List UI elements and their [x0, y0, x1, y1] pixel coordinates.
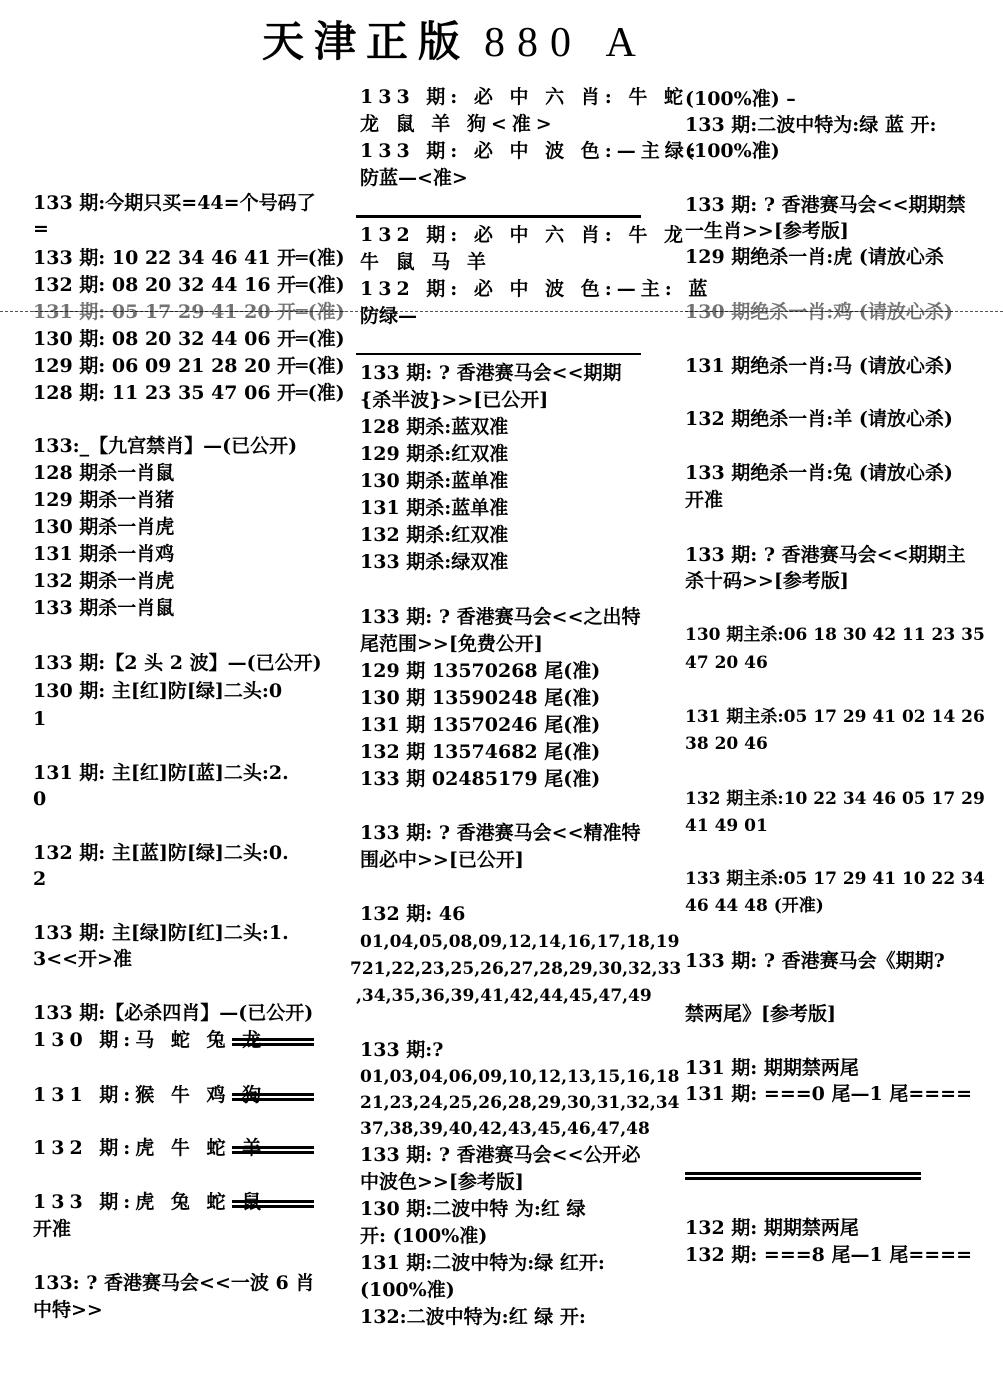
text-line: 132 期主杀:10 22 34 46 05 17 29 — [685, 789, 985, 809]
number-list: 21,23,24,25,26,28,29,30,31,32,34 — [360, 1093, 680, 1113]
text-line: 132 期: 必 中 六 肖: 牛 龙 — [360, 224, 688, 246]
text-line: 128 期: 11 23 35 47 06 开═(准) — [33, 382, 345, 404]
text-line: 中波色>>[参考版] — [360, 1171, 524, 1193]
text-line: 禁两尾》[参考版] — [685, 1003, 836, 1025]
section-heading: 133 期: ? 香港赛马会<<期期 — [360, 362, 622, 384]
text-line: 129 期杀:红双准 — [360, 443, 509, 465]
text-line: 133 期: 主[绿]防[红]二头:1. — [33, 922, 289, 944]
text-line: 中特>> — [33, 1299, 103, 1321]
text-line: 开准 — [685, 489, 724, 511]
section-heading: 133: ? 香港赛马会<<一波 6 肖 — [33, 1272, 315, 1294]
text-line: (100%准) — [360, 1279, 455, 1301]
title-code: 880 A — [484, 20, 648, 66]
divider — [356, 353, 641, 355]
text-line: 131 期绝杀一肖:马 (请放心杀) — [685, 355, 953, 377]
text-line: 围必中>>[已公开] — [360, 849, 524, 871]
text-line: 132 期: 46 — [360, 903, 466, 925]
text-line: 133 期:虎 兔 蛇 鼠 — [33, 1191, 267, 1213]
text-line: 132 期: 主[蓝]防[绿]二头:0. — [33, 842, 289, 864]
page-title — [262, 14, 702, 70]
title-chinese: 天津正版 — [262, 17, 471, 66]
text-line: 131 期: 主[红]防[蓝]二头:2. — [33, 762, 289, 784]
text-line: 3<<开>准 — [33, 948, 132, 970]
text-line: 133 期杀:绿双准 — [360, 551, 509, 573]
text-line: 130 期绝杀一肖:鸡 (请放心杀) — [685, 301, 953, 323]
number-list: 37,38,39,40,42,43,45,46,47,48 — [360, 1119, 650, 1139]
text-line: 130 期杀一肖虎 — [33, 516, 175, 538]
text-line: (100%准) – — [685, 88, 796, 110]
text-line: 131 期: ===0 尾—1 尾==== — [685, 1083, 973, 1105]
text-line: 129 期: 06 09 21 28 20 开═(准) — [33, 355, 345, 377]
double-rule — [232, 1093, 314, 1101]
section-heading: 133:_【九宫禁肖】—(已公开) — [33, 435, 298, 457]
text-line: 131 期杀一肖鸡 — [33, 543, 175, 565]
text-line: 129 期杀一肖猪 — [33, 489, 175, 511]
section-heading: 133 期:【必杀四肖】—(已公开) — [33, 1002, 314, 1024]
text-line: 131 期:猴 牛 鸡 狗 — [33, 1084, 267, 1106]
double-rule — [685, 1172, 921, 1180]
text-line: 牛 鼠 马 羊 — [360, 251, 491, 273]
section-heading: 133 期: ? 香港赛马会《期期? — [685, 950, 945, 972]
text-line: 128 期杀一肖鼠 — [33, 462, 175, 484]
text-line: 防蓝—<准> — [360, 167, 468, 189]
text-line: 尾范围>>[免费公开] — [360, 633, 543, 655]
text-line: 47 20 46 — [685, 653, 768, 673]
text-line: 1 — [33, 708, 47, 730]
text-line: 133 期:二波中特为:绿 蓝 开: — [685, 114, 937, 136]
text-line: 133 期:? — [360, 1039, 444, 1061]
text-line: 131 期:二波中特为:绿 红开: — [360, 1252, 605, 1274]
number-list: ,34,35,36,39,41,42,44,45,47,49 — [356, 986, 652, 1006]
text-line: 133 期:今期只买=44=个号码了 — [33, 192, 316, 214]
number-list: 01,03,04,06,09,10,12,13,15,16,18 — [360, 1067, 680, 1087]
text-line: 38 20 46 — [685, 734, 768, 754]
text-line: 131 期杀:蓝单准 — [360, 497, 509, 519]
text-line: 132 期杀一肖虎 — [33, 570, 175, 592]
section-heading: 133 期: ? 香港赛马会<<之出特 — [360, 606, 641, 628]
text-line: = — [33, 218, 49, 240]
text-line: 开: (100%准) — [360, 1225, 488, 1247]
number-list: 01,04,05,08,09,12,14,16,17,18,19 — [360, 932, 680, 952]
section-heading: 133 期: ? 香港赛马会<<精准特 — [360, 822, 641, 844]
text-line: 132 期:虎 牛 蛇 羊 — [33, 1137, 267, 1159]
double-rule — [232, 1200, 314, 1208]
text-line: 133 期主杀:05 17 29 41 10 22 34 — [685, 869, 985, 889]
text-line: 130 期主杀:06 18 30 42 11 23 35 — [685, 625, 985, 645]
text-line: 132 期 13574682 尾(准) — [360, 741, 601, 763]
text-line: 133 期杀一肖鼠 — [33, 597, 175, 619]
section-heading: 133 期: ? 香港赛马会<<期期禁 — [685, 194, 966, 216]
divider — [356, 215, 641, 218]
double-rule — [232, 1146, 314, 1154]
text-line: 130 期:二波中特 为:红 绿 — [360, 1198, 586, 1220]
text-line: 0 — [33, 788, 47, 810]
section-heading: 133 期: ? 香港赛马会<<期期主 — [685, 544, 966, 566]
text-line: 132 期: 08 20 32 44 16 开═(准) — [33, 274, 345, 296]
number-list: 721,22,23,25,26,27,28,29,30,32,33 — [350, 959, 682, 979]
text-line: 130 期: 主[红]防[绿]二头:0 — [33, 680, 283, 702]
text-line: 132 期杀:红双准 — [360, 524, 509, 546]
text-line: 131 期: 期期禁两尾 — [685, 1057, 859, 1079]
text-line: 132 期: 期期禁两尾 — [685, 1217, 859, 1239]
text-line: 132:二波中特为:红 绿 开: — [360, 1306, 586, 1328]
text-line: 133 期绝杀一肖:兔 (请放心杀) — [685, 462, 953, 484]
text-line: 131 期主杀:05 17 29 41 02 14 26 — [685, 707, 985, 727]
text-line: 46 44 48 (开准) — [685, 896, 824, 916]
text-line: 132 期绝杀一肖:羊 (请放心杀) — [685, 408, 953, 430]
text-line: 133 期: 必 中 波 色:—主绿: — [360, 140, 701, 162]
section-heading: 133 期: ? 香港赛马会<<公开必 — [360, 1144, 641, 1166]
text-line: 133 期: 10 22 34 46 41 开═(准) — [33, 247, 345, 269]
text-line: 130 期杀:蓝单准 — [360, 470, 509, 492]
text-line: 131 期: 05 17 29 41 20 开═(准) — [33, 301, 345, 323]
text-line: 128 期杀:蓝双准 — [360, 416, 509, 438]
text-line: 129 期绝杀一肖:虎 (请放心杀 — [685, 246, 944, 268]
text-line: (100%准) — [685, 140, 780, 162]
text-line: 130 期:马 蛇 兔 龙 — [33, 1029, 267, 1051]
text-line: 41 49 01 — [685, 816, 768, 836]
text-line: 133 期: 必 中 六 肖: 牛 蛇 — [360, 86, 688, 108]
text-line: 130 期 13590248 尾(准) — [360, 687, 601, 709]
text-line: 开准 — [33, 1218, 72, 1240]
text-line: 2 — [33, 868, 47, 890]
text-line: 130 期: 08 20 32 44 06 开═(准) — [33, 328, 345, 350]
text-line: 132 期: 必 中 波 色:—主: 蓝 — [360, 278, 713, 300]
text-line: 132 期: ===8 尾—1 尾==== — [685, 1244, 973, 1266]
text-line: {杀半波}>>[已公开] — [360, 389, 549, 411]
text-line: 131 期 13570246 尾(准) — [360, 714, 601, 736]
text-line: 129 期 13570268 尾(准) — [360, 660, 601, 682]
text-line: 133 期 02485179 尾(准) — [360, 768, 601, 790]
text-line: 防绿— — [360, 305, 418, 327]
text-line: 龙 鼠 羊 狗<准> — [360, 113, 557, 135]
text-line: 一生肖>>[参考版] — [685, 220, 849, 242]
text-line: 杀十码>>[参考版] — [685, 570, 849, 592]
section-heading: 133 期:【2 头 2 波】—(已公开) — [33, 652, 322, 674]
double-rule — [232, 1038, 314, 1046]
